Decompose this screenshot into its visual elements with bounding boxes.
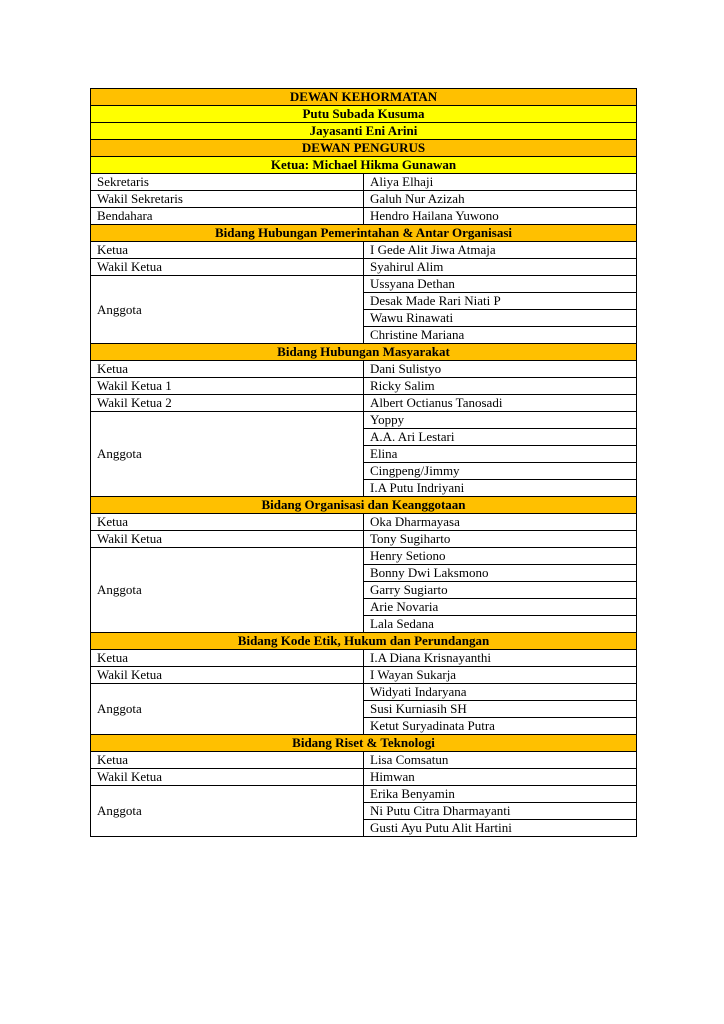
table-row: [91, 361, 637, 378]
name-cell: Lisa Comsatun: [364, 752, 637, 769]
role-cell: Anggota: [91, 786, 364, 837]
table-row: [91, 276, 637, 293]
table-row: [91, 684, 637, 701]
section-header-cell: DEWAN PENGURUS: [91, 140, 637, 157]
role-cell: Bendahara: [91, 208, 364, 225]
table-row: [91, 174, 637, 191]
table-row: [91, 667, 637, 684]
table-row: [91, 395, 637, 412]
role-cell: Wakil Ketua 2: [91, 395, 364, 412]
name-cell: Widyati Indaryana: [364, 684, 637, 701]
section-header-cell: Bidang Organisasi dan Keanggotaan: [91, 497, 637, 514]
role-cell: Anggota: [91, 412, 364, 497]
name-cell: Cingpeng/Jimmy: [364, 463, 637, 480]
name-cell: I.A Putu Indriyani: [364, 480, 637, 497]
role-cell: Wakil Ketua: [91, 667, 364, 684]
section-header-cell: Bidang Hubungan Pemerintahan & Antar Organisasi: [91, 225, 637, 242]
table-row: [91, 514, 637, 531]
table-row: [91, 191, 637, 208]
role-cell: Ketua: [91, 514, 364, 531]
table-row: [91, 412, 637, 429]
table-row: [91, 225, 637, 242]
table-row: [91, 548, 637, 565]
role-cell: Anggota: [91, 276, 364, 344]
name-cell: Dani Sulistyo: [364, 361, 637, 378]
role-cell: Ketua: [91, 650, 364, 667]
table-row: [91, 786, 637, 803]
subheader-cell: Putu Subada Kusuma: [91, 106, 637, 123]
section-header-cell: Bidang Hubungan Masyarakat: [91, 344, 637, 361]
name-cell: Christine Mariana: [364, 327, 637, 344]
table-row: [91, 208, 637, 225]
name-cell: I.A Diana Krisnayanthi: [364, 650, 637, 667]
name-cell: Tony Sugiharto: [364, 531, 637, 548]
name-cell: I Wayan Sukarja: [364, 667, 637, 684]
table-row: [91, 735, 637, 752]
name-cell: Oka Dharmayasa: [364, 514, 637, 531]
section-header-cell: Bidang Kode Etik, Hukum dan Perundangan: [91, 633, 637, 650]
name-cell: Wawu Rinawati: [364, 310, 637, 327]
name-cell: Garry Sugiarto: [364, 582, 637, 599]
name-cell: Susi Kurniasih SH: [364, 701, 637, 718]
table-row: [91, 769, 637, 786]
role-cell: Ketua: [91, 361, 364, 378]
name-cell: Ketut Suryadinata Putra: [364, 718, 637, 735]
table-row: [91, 378, 637, 395]
table-row: [91, 752, 637, 769]
subheader-cell: Ketua: Michael Hikma Gunawan: [91, 157, 637, 174]
role-cell: Wakil Ketua: [91, 259, 364, 276]
name-cell: I Gede Alit Jiwa Atmaja: [364, 242, 637, 259]
name-cell: Desak Made Rari Niati P: [364, 293, 637, 310]
name-cell: Ni Putu Citra Dharmayanti: [364, 803, 637, 820]
role-cell: Wakil Ketua: [91, 531, 364, 548]
name-cell: Lala Sedana: [364, 616, 637, 633]
section-header-cell: DEWAN KEHORMATAN: [91, 89, 637, 106]
subheader-cell: Jayasanti Eni Arini: [91, 123, 637, 140]
table-row: [91, 259, 637, 276]
org-structure-table: [90, 88, 637, 837]
name-cell: Hendro Hailana Yuwono: [364, 208, 637, 225]
name-cell: Gusti Ayu Putu Alit Hartini: [364, 820, 637, 837]
table-row: [91, 123, 637, 140]
name-cell: Henry Setiono: [364, 548, 637, 565]
role-cell: Sekretaris: [91, 174, 364, 191]
name-cell: Galuh Nur Azizah: [364, 191, 637, 208]
table-row: [91, 633, 637, 650]
name-cell: Albert Octianus Tanosadi: [364, 395, 637, 412]
role-cell: Ketua: [91, 752, 364, 769]
role-cell: Ketua: [91, 242, 364, 259]
role-cell: Anggota: [91, 548, 364, 633]
table-row: [91, 344, 637, 361]
name-cell: Syahirul Alim: [364, 259, 637, 276]
table-row: [91, 242, 637, 259]
table-row: [91, 497, 637, 514]
name-cell: Arie Novaria: [364, 599, 637, 616]
table-row: [91, 531, 637, 548]
table-row: [91, 106, 637, 123]
name-cell: Ricky Salim: [364, 378, 637, 395]
name-cell: Erika Benyamin: [364, 786, 637, 803]
name-cell: Elina: [364, 446, 637, 463]
section-header-cell: Bidang Riset & Teknologi: [91, 735, 637, 752]
org-table-body: [91, 89, 637, 837]
role-cell: Wakil Ketua: [91, 769, 364, 786]
name-cell: Ussyana Dethan: [364, 276, 637, 293]
role-cell: Wakil Ketua 1: [91, 378, 364, 395]
name-cell: Himwan: [364, 769, 637, 786]
role-cell: Anggota: [91, 684, 364, 735]
table-row: [91, 89, 637, 106]
name-cell: Aliya Elhaji: [364, 174, 637, 191]
table-row: [91, 157, 637, 174]
table-row: [91, 650, 637, 667]
role-cell: Wakil Sekretaris: [91, 191, 364, 208]
name-cell: Yoppy: [364, 412, 637, 429]
name-cell: A.A. Ari Lestari: [364, 429, 637, 446]
name-cell: Bonny Dwi Laksmono: [364, 565, 637, 582]
table-row: [91, 140, 637, 157]
